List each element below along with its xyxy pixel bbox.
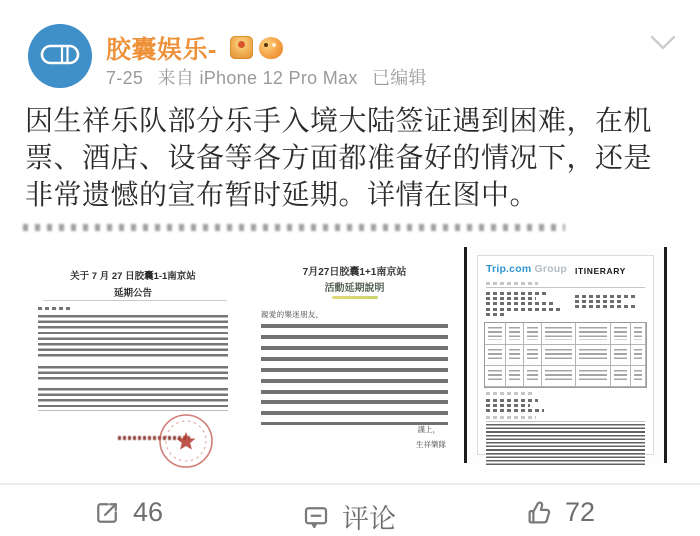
capsule-pill-icon [28, 22, 92, 91]
doc2-signature: 生祥樂隊 [416, 440, 446, 449]
user-badges [230, 36, 283, 59]
booking-info-line [575, 305, 637, 308]
itinerary-title: ITINERARY [575, 266, 626, 276]
attachment-image-explanation[interactable] [247, 248, 462, 463]
passenger-info-line [486, 297, 536, 300]
doc1-paragraph [38, 388, 228, 411]
tripcom-logo [486, 263, 567, 275]
truncated-tiny-text-strip [23, 224, 565, 231]
avatar[interactable] [28, 24, 92, 88]
flight-table [484, 322, 647, 388]
section-label [486, 282, 538, 285]
thumbs-up-icon [524, 498, 554, 528]
share-count: 46 [133, 497, 164, 527]
passenger-info-line [486, 313, 506, 316]
chevron-down-icon[interactable] [648, 34, 678, 54]
post-meta [106, 64, 436, 90]
post-text-line: 非常遗憾的宣布暂时延期。详情在图中。 [25, 179, 539, 210]
fare-info-line [486, 409, 544, 412]
passenger-info-line [486, 292, 548, 295]
doc2-paragraph [261, 324, 448, 394]
section-divider [486, 421, 645, 422]
doc2-greeting: 親愛的樂迷朋友， [261, 310, 324, 319]
doc2-paragraph [261, 400, 448, 425]
like-button[interactable] [524, 497, 595, 528]
passenger-info-line [486, 308, 560, 311]
attachment-image-announcement[interactable] [25, 248, 241, 463]
doc2-title-line1: 7月27日胶囊1+1南京站 [302, 267, 407, 278]
footer-divider [0, 483, 700, 485]
section-label [486, 416, 536, 419]
booking-info-line [575, 295, 635, 298]
red-seal-stamp [156, 411, 216, 471]
fare-info-line [486, 399, 538, 402]
terms-paragraph [486, 424, 645, 466]
attachment-image-itinerary[interactable] [464, 247, 667, 463]
tripcom-logo-group-text: Group [531, 263, 567, 275]
post-source: 来自 iPhone 12 Pro Max [157, 68, 358, 88]
like-count: 72 [565, 497, 596, 527]
post-text-line: 因生祥乐队部分乐手入境大陆签证遇到困难，在机 [25, 105, 653, 136]
section-label [486, 392, 532, 395]
share-button[interactable] [92, 497, 163, 528]
section-divider [486, 287, 645, 288]
doc1-title-line1: 关于 7 月 27 日胶囊1-1南京站 [70, 271, 196, 282]
post-text-line: 票、酒店、设备等各方面都准备好的情况下，还是 [25, 142, 653, 173]
post-text [25, 102, 689, 213]
comment-icon [301, 502, 331, 532]
username[interactable]: 胶囊娱乐- [106, 36, 217, 64]
doc1-divider [43, 300, 227, 301]
doc1-paragraph [38, 315, 228, 360]
fare-info-line [486, 404, 530, 407]
doc1-paragraph [38, 366, 228, 383]
comment-button[interactable] [301, 497, 396, 536]
share-icon [92, 498, 122, 528]
booking-info-line [575, 300, 623, 303]
doc2-accent-underline [332, 296, 378, 299]
post-time: 7-25 [106, 68, 144, 88]
passenger-info-line [486, 302, 554, 305]
fish-badge-icon [259, 37, 283, 59]
post-edited-flag: 已编辑 [371, 68, 427, 88]
doc1-greeting-text [38, 307, 72, 310]
itinerary-document [477, 255, 654, 455]
doc2-closing: 謹上， [417, 425, 440, 434]
membership-medal-icon [230, 36, 253, 59]
doc1-title-line2: 延期公告 [113, 288, 152, 299]
comment-label: 评论 [342, 504, 396, 534]
tripcom-logo-text: Trip.com [486, 263, 532, 275]
doc2-title-line2: 活動延期說明 [324, 283, 385, 294]
